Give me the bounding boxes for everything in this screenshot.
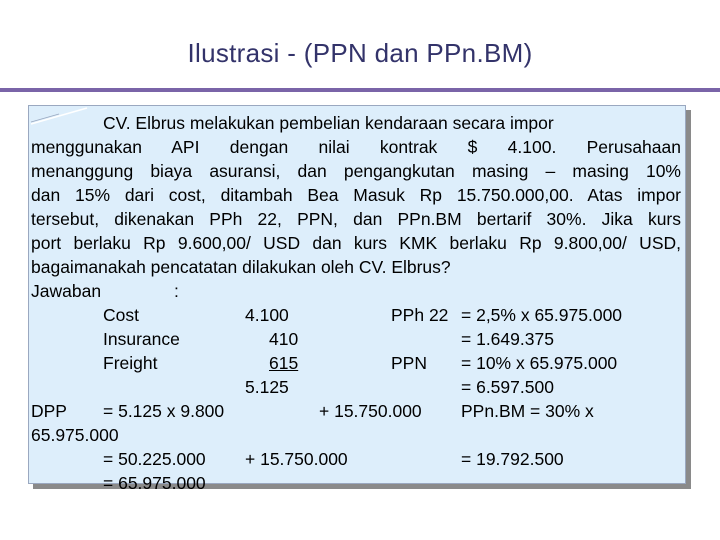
slide-title: Ilustrasi - (PPN dan PPn.BM)	[187, 38, 533, 68]
cost-value: 4.100	[245, 305, 289, 325]
subtotal-row	[31, 375, 681, 399]
dpp-formula: = 5.125 x 9.800	[103, 401, 225, 421]
ppnbm-base: 65.975.000	[31, 425, 119, 445]
problem-paragraph	[31, 111, 681, 279]
ppn-result: = 6.597.500	[461, 377, 554, 397]
ppnbm-result: = 19.792.500	[461, 449, 564, 469]
cost-label: Cost	[103, 305, 139, 325]
pph-result: = 1.649.375	[461, 329, 554, 349]
ppn-formula: = 10% x 65.975.000	[461, 353, 618, 373]
answer-label: Jawaban	[31, 281, 102, 301]
freight-label: Freight	[103, 353, 158, 373]
dpp-row	[31, 399, 681, 423]
pph-label: PPh 22	[391, 305, 449, 325]
paragraph-line: tersebut, dikenakan PPh 22, PPN, dan PPn.BM bertarif 30%. Jika kurs	[31, 209, 681, 229]
paragraph-line: dan 15% dari cost, ditambah Bea Masuk Rp 15.750.000,00. Atas impor	[31, 185, 681, 205]
paragraph-line: menanggung biaya asuransi, dan pengangkutan masing – masing 10%	[31, 161, 681, 181]
freight-value: 615	[269, 353, 299, 373]
insurance-value: 410	[269, 329, 299, 349]
cost-row	[31, 303, 681, 327]
answer-row	[31, 279, 681, 303]
dpp-label: DPP	[31, 401, 67, 421]
ppnbm-formula: PPn.BM = 30% x	[461, 401, 594, 421]
pph-formula: = 2,5% x 65.975.000	[461, 305, 623, 325]
insurance-label: Insurance	[103, 329, 180, 349]
paragraph-line: menggunakan API dengan nilai kontrak $ 4.100. Perusahaan	[31, 137, 681, 157]
paragraph-line: bagaimanakah pencatatan dilakukan oleh CV. Elbrus?	[31, 257, 451, 277]
dpp-step2-row	[31, 447, 681, 471]
ppnbm-base-row	[31, 423, 681, 447]
title-divider	[0, 88, 720, 92]
paragraph-line: port berlaku Rp 9.600,00/ USD dan kurs KMK berlaku Rp 9.800,00/ USD,	[31, 233, 681, 253]
paragraph-line: CV. Elbrus melakukan pembelian kendaraan secara impor	[103, 113, 554, 133]
insurance-row	[31, 327, 681, 351]
dpp-plus: + 15.750.000	[319, 401, 422, 421]
dpp-result-row	[31, 471, 681, 495]
dpp-step2-plus: + 15.750.000	[245, 449, 348, 469]
freight-row	[31, 351, 681, 375]
dpp-step2: = 50.225.000	[103, 449, 206, 469]
subtotal-value: 5.125	[245, 377, 289, 397]
answer-colon: :	[174, 281, 179, 301]
dpp-result: = 65.975.000	[103, 473, 206, 493]
content-body	[31, 111, 681, 495]
ppn-label: PPN	[391, 353, 427, 373]
